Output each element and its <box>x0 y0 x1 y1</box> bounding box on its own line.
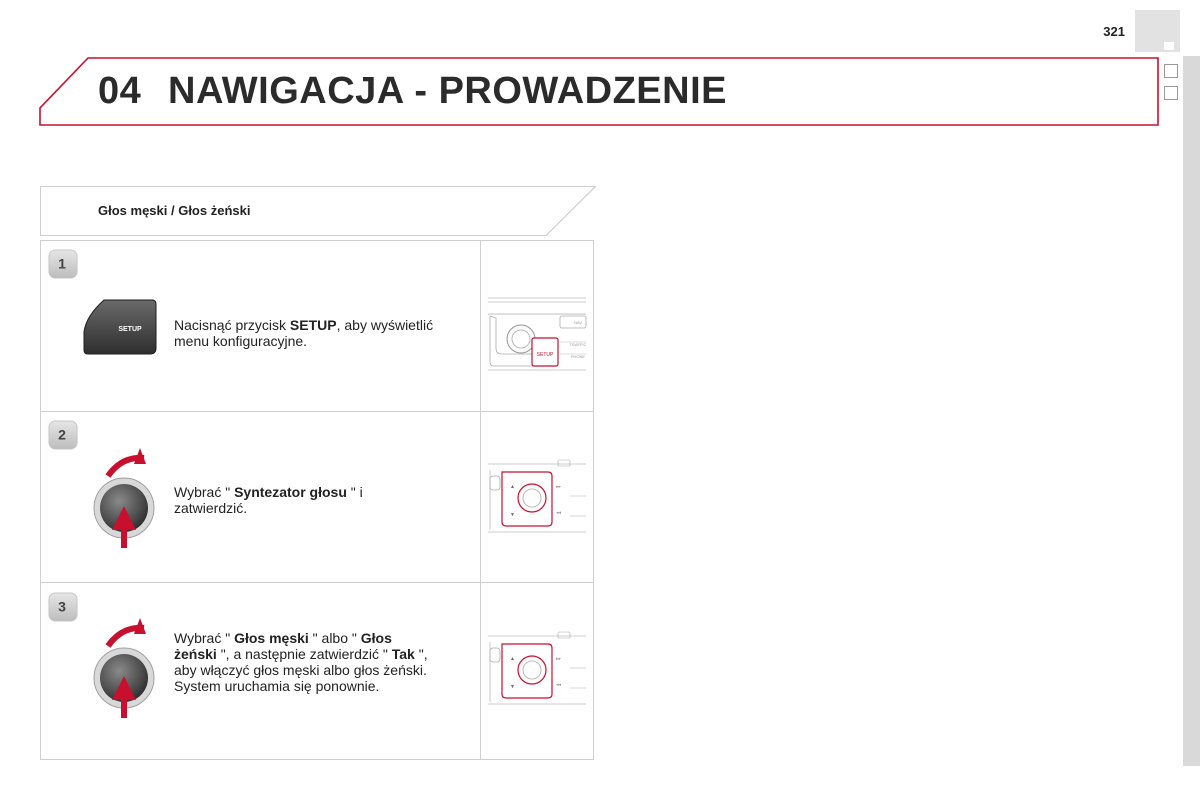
step-2-panel-illustration <box>486 456 588 536</box>
rotary-knob-icon <box>88 616 160 720</box>
step-2-badge <box>48 420 78 450</box>
page-number: 321 <box>1103 24 1125 39</box>
step-1-panel-illustration <box>486 294 588 374</box>
svg-text:◂◂: ◂◂ <box>556 682 562 688</box>
row-divider-2 <box>40 582 594 583</box>
step-3-text <box>174 630 436 694</box>
svg-text:▸▸: ▸▸ <box>556 656 562 662</box>
svg-text:▲: ▲ <box>510 484 515 490</box>
step-2-number: 2 <box>58 426 66 443</box>
step-2-text-a: Wybrać " <box>174 484 235 500</box>
step-1-number: 1 <box>58 255 66 272</box>
panel-phone-label: PHONE <box>570 354 586 359</box>
step-1-text <box>174 317 436 349</box>
chapter-tab-mark <box>1164 42 1174 50</box>
step-2-text-b: Syntezator głosu <box>234 484 347 500</box>
step-1-badge <box>48 249 78 279</box>
step-3-text-g: ", aby włączyć głos męski albo głos żeński. System uruchamia się ponownie. <box>174 646 428 694</box>
rotary-knob-icon <box>88 446 160 550</box>
step-3-text-a: Wybrać " <box>174 630 235 646</box>
step-3-text-d: Głos żeński <box>174 630 392 662</box>
panel-traffic-label: TRAFFIC <box>569 342 587 347</box>
step-3-text-c: " albo " <box>308 630 361 646</box>
step-1-text-b: SETUP <box>289 317 337 333</box>
step-3-number: 3 <box>58 598 66 615</box>
step-3-text-b: Głos męski <box>234 630 309 646</box>
panel-nav-label: NAV <box>574 320 582 325</box>
step-1-text-a: Nacisnąć przycisk <box>174 317 290 333</box>
setup-button-icon <box>82 298 158 356</box>
row-divider-1 <box>40 411 594 412</box>
panel-setup-label: SETUP <box>536 352 554 358</box>
step-3-text-f: Tak <box>391 646 415 662</box>
section-title: Głos męski / Głos żeński <box>98 203 251 218</box>
svg-text:◂◂: ◂◂ <box>556 510 562 516</box>
tab-box-1 <box>1164 64 1178 78</box>
setup-button-label: SETUP <box>118 326 142 333</box>
svg-text:▲: ▲ <box>510 656 515 662</box>
svg-text:▸▸: ▸▸ <box>556 484 562 490</box>
column-divider <box>480 240 481 760</box>
step-1-text-c: , aby wyświetlić menu konfiguracyjne. <box>174 317 434 349</box>
step-2-text <box>174 484 436 516</box>
side-bar <box>1183 56 1200 766</box>
svg-text:▼: ▼ <box>510 512 515 518</box>
step-3-panel-illustration <box>486 628 588 708</box>
tab-box-2 <box>1164 86 1178 100</box>
step-2-text-c: " i zatwierdzić. <box>174 484 363 516</box>
chapter-number: 04 <box>98 70 142 112</box>
step-3-badge <box>48 592 78 622</box>
svg-text:▼: ▼ <box>510 684 515 690</box>
chapter-title: NAWIGACJA - PROWADZENIE <box>168 70 727 112</box>
step-3-text-e: ", a następnie zatwierdzić " <box>216 646 392 662</box>
